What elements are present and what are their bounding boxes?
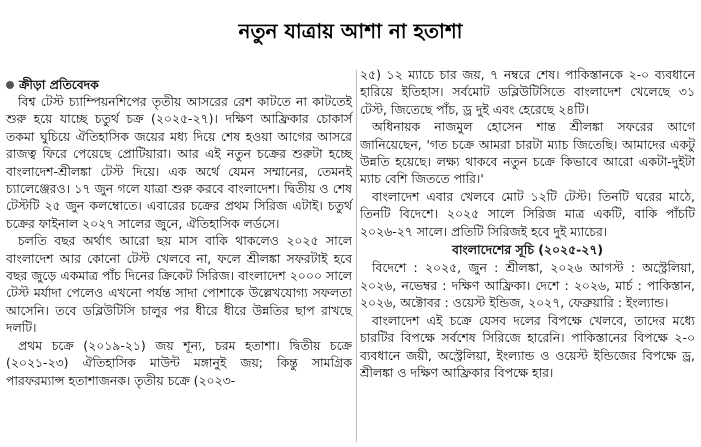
right-column: [360, 66, 695, 381]
byline-text: ক্রীড়া প্রতিবেদক: [19, 77, 99, 92]
column-divider: [356, 70, 357, 442]
paragraph: অধিনায়ক নাজমুল হোসেন শান্ত শ্রীলঙ্কা সফরের আগে জানিয়েছেন, 'গত চক্রে আমরা চারটা ম্যাচ জিতেছি। আমাদের একটু উন্নতি হয়েছে। লক্ষ্য থাকবে নতুন চক্রে কিভাবে আরো একটা-দুইটা ম্যাচ বেশি জিততে পারি।': [360, 119, 695, 187]
byline: [6, 76, 352, 93]
bullet-icon: [6, 81, 14, 89]
paragraph: চলতি বছর অর্থাৎ আরো ছয় মাস বাকি থাকলেও ২০২৫ সালে বাংলাদেশ আর কোনো টেস্ট খেলবে না, ফলে শ্রীলঙ্কা সফরটাই হবে বছর জুড়ে একমাত্র পাঁচ দিনের ক্রিকেট সিরিজ। বাংলাদেশ ২০০০ সালে টেস্ট মর্যাদা পেলেও এখনো পর্যন্ত সাদা পোশাকে উল্লেখযোগ্য সফলতা আসেনি। তবে ডব্লিউটিসি চালুর পর ধীরে ধীরে উন্নতির ছাপ রাখছে দলটি।: [6, 233, 352, 336]
schedule-text: বিদেশে : ২০২৫, জুন : শ্রীলঙ্কা, ২০২৬ আগস্ট : অস্ট্রেলিয়া, ২০২৬, নভেম্বর : দক্ষিণ আফ্রিকা। দেশে : ২০২৬, মার্চ : পাকিস্তান, ২০২৬, অক্টোবর : ওয়েস্ট ইন্ডিজ, ২০২৭, ফেব্রুয়ারি : ইংল্যান্ড।: [360, 260, 695, 311]
paragraph: প্রথম চক্রে (২০১৯-২১) জয় শূন্য, চরম হতাশা। দ্বিতীয় চক্রে (২০২১-২৩) ঐতিহাসিক মাউন্ট মঙ্গানুই জয়; কিন্তু সামগ্রিক পারফরম্যান্স হতাশাজনক। তৃতীয় চক্রে (২০২৩-: [6, 337, 352, 388]
headline: নতুন যাত্রায় আশা না হতাশা: [238, 18, 463, 43]
paragraph: ২৫) ১২ ম্যাচে চার জয়, ৭ নম্বরে শেষ। পাকিস্তানকে ২-০ ব্যবধানে হারিয়ে ইতিহাস। সর্বমোট ডব্লিউটিসিতে বাংলাদেশ খেলেছে ৩১ টেস্ট, জিতেছে পাঁচ, ড্র দুই এবং হেরেছে ২৪টি।: [360, 67, 695, 117]
paragraph: বিশ্ব টেস্ট চ্যাম্পিয়নশিপের তৃতীয় আসরের রেশ কাটতে না কাটতেই শুরু হয়ে যাচ্ছে চতুর্থ চক্র (২০২৫-২৭)। দক্ষিণ আফ্রিকার চোকার্স তকমা ঘুচিয়ে ঐতিহাসিক জয়ের মধ্য দিয়ে শেষ হওয়া আগের আসরে রাজত্ব ফিরে পেয়েছে প্রোটিয়ারা। আর এই নতুন চক্রের শুরুটা হচ্ছে বাংলাদেশ-শ্রীলঙ্কা টেস্ট দিয়ে। এক অর্থে যেমন সম্মানের, তেমনই চ্যালেঞ্জেরও। ১৭ জুন গলে যাত্রা শুরু করবে বাংলাদেশ। দ্বিতীয় ও শেষ টেস্টটি ২৫ জুন কলম্বোতে। এবারের চক্রের প্রথম সিরিজ এটাই। চতুর্থ চক্রের ফাইনাল ২০২৭ সালের জুনে, ঐতিহাসিক লর্ডসে।: [6, 94, 352, 231]
paragraph: বাংলাদেশ এই চক্রে যেসব দলের বিপক্ষে খেলবে, তাদের মধ্যে চারটির বিপক্ষে সর্বশেষ সিরিজে হারেনি। পাকিস্তানের বিপক্ষে ২-০ ব্যবধানে জয়ী, অস্ট্রেলিয়া, ইংল্যান্ড ও ওয়েস্ট ইন্ডিজের বিপক্ষে ড্র, শ্রীলঙ্কা ও দক্ষিণ আফ্রিকার বিপক্ষে হার।: [360, 312, 695, 380]
left-column: [6, 76, 352, 389]
paragraph: বাংলাদেশ এবার খেলবে মোট ১২টি টেস্ট। তিনটি ঘরের মাঠে, তিনটি বিদেশে। ২০২৫ সালে সিরিজ মাত্র একটি, বাকি পাঁচটি ২০২৬-২৭ সালে। প্রতিটি সিরিজই হবে দুই ম্যাচের।: [360, 188, 695, 239]
schedule-title: বাংলাদেশের সূচি (২০২৫-২৭): [451, 242, 604, 258]
